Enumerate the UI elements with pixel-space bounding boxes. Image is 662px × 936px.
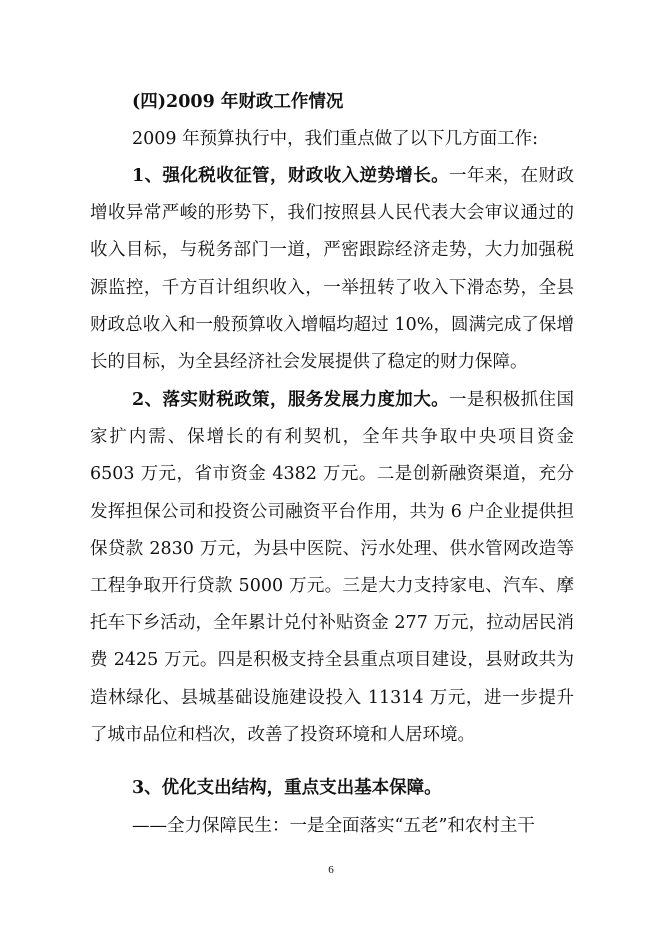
last-line: ——全力保障民生：一是全面落实“五老”和农村主干 bbox=[132, 816, 535, 836]
item2-paragraph bbox=[90, 382, 574, 754]
section-title: (四)2009 年财政工作情况 bbox=[132, 92, 344, 112]
item1-paragraph bbox=[90, 158, 574, 381]
intro-paragraph: 2009 年预算执行中，我们重点做了以下几方面工作: bbox=[132, 129, 538, 149]
page-number: 6 bbox=[328, 864, 334, 876]
item1-body: 一年来，在财政增收异常严峻的形势下，我们按照县人民代表大会审议通过的收入目标，与税务部门一道，严密跟踪经济走势，大力加强税源监控，千方百计组织收入，一举扭转了收入下滑态势，全县财政总收入和一般预算收入增幅均超过 10%，圆满完成了保增长的目标，为全县经济社会发展提供了稳定的财力保障。 bbox=[90, 166, 574, 373]
item2-heading: 2、落实财税政策，服务发展力度加大。 bbox=[132, 390, 450, 410]
item1-heading: 1、强化税收征管，财政收入逆势增长。 bbox=[132, 166, 450, 186]
item3-heading: 3、优化支出结构，重点支出基本保障。 bbox=[132, 778, 442, 798]
item2-body: 一是积极抓住国家扩内需、保增长的有利契机，全年共争取中央项目资金 6503 万元，省市资金 4382 万元。二是创新融资渠道，充分发挥担保公司和投资公司融资平台作用，共为 6 户企业提供担保贷款 2830 万元，为县中医院、污水处理、供水管网改造等工程争取开行贷款 5000 万元。三是大力支持家电、汽车、摩托车下乡活动，全年累计兑付补贴资金 277 万元，拉动居民消费 2425 万元。四是积极支持全县重点项目建设，县财政共为造林绿化、县城基础设施建设投入 11314 万元，进一步提升了城市品位和档次，改善了投资环境和人居环境。 bbox=[90, 390, 574, 745]
